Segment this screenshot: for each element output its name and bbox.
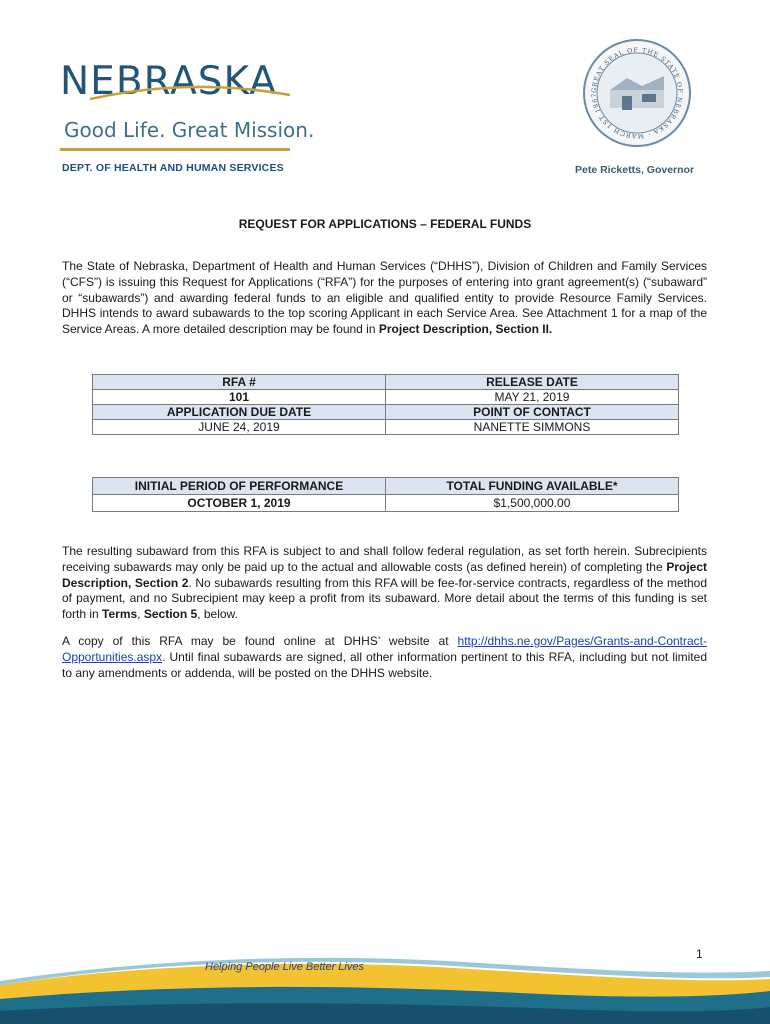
footer-wave-graphic <box>0 955 770 1024</box>
state-seal-icon <box>582 38 692 148</box>
department-name: DEPT. OF HEALTH AND HUMAN SERVICES <box>62 162 284 174</box>
logo-swoosh-icon <box>90 83 290 105</box>
nebraska-logo-text: NEBRASKA <box>60 59 278 104</box>
table-row <box>93 375 679 390</box>
table-row <box>93 478 679 495</box>
page-title: REQUEST FOR APPLICATIONS – FEDERAL FUNDS <box>238 217 532 231</box>
due-date-value: JUNE 24, 2019 <box>93 420 386 435</box>
funding-table <box>92 477 679 512</box>
rfa-info-table <box>92 374 679 435</box>
rfa-number-label: RFA # <box>93 375 386 390</box>
page-number: 1 <box>696 947 703 961</box>
table-row <box>93 495 679 512</box>
performance-period-value: OCTOBER 1, 2019 <box>93 495 386 512</box>
table-row <box>93 390 679 405</box>
dhhs-grants-link[interactable]: http://dhhs.ne.gov/Pages/Grants-and-Contract-Opportunities.aspx <box>62 634 707 664</box>
website-paragraph: A copy of this RFA may be found online at DHHS’ website at http://dhhs.ne.gov/Pages/Grants-and-Contract-Opportunities.aspx. Until final subawards are signed, all other information pertinent to this RFA, including but not limited to any amendments or addenda, will be posted on the DHHS website. <box>62 634 707 680</box>
divider <box>60 148 290 151</box>
performance-period-label: INITIAL PERIOD OF PERFORMANCE <box>93 478 386 495</box>
contact-value: NANETTE SIMMONS <box>386 420 679 435</box>
total-funding-value: $1,500,000.00 <box>386 495 679 512</box>
intro-paragraph: The State of Nebraska, Department of Health and Human Services (“DHHS”), Division of Children and Family Services (“CFS”) is issuing this Request for Applications (“RFA”) for the purposes of entering into grant agreement(s) (“subaward” or “subawards”) and awarding federal funds to an eligible and qualified entity to provide Resource Family Services. DHHS intends to award subawards to the top scoring Applicant in each Service Area. See Attachment 1 for a map of the Service Areas. A more detailed description may be found in Project Description, Section II. <box>62 259 707 337</box>
release-date-value: MAY 21, 2019 <box>386 390 679 405</box>
contact-label: POINT OF CONTACT <box>386 405 679 420</box>
release-date-label: RELEASE DATE <box>386 375 679 390</box>
footer-slogan: Helping People Live Better Lives <box>205 961 364 973</box>
rfa-number-value: 101 <box>93 390 386 405</box>
table-row <box>93 405 679 420</box>
governor-name: Pete Ricketts, Governor <box>575 164 695 176</box>
section-reference: Project Description, Section II. <box>378 322 553 337</box>
tagline: Good Life. Great Mission. <box>64 118 315 142</box>
due-date-label: APPLICATION DUE DATE <box>93 405 386 420</box>
seal-text: GREAT SEAL OF THE STATE OF NEBRASKA · MARCH 1ST 1867 <box>590 46 684 140</box>
table-row <box>93 420 679 435</box>
subaward-paragraph: The resulting subaward from this RFA is subject to and shall follow federal regulation, as set forth herein. Subrecipients receiving subawards may only be paid up to the actual and allowable costs (as defined herein) of completing the Project Description, Section 2. No subawards resulting from this RFA will be fee-for-service contracts, regardless of the method of payment, and no Subrecipient may keep a profit from its subaward. More detail about the terms of this funding is set forth in Terms, Section 5, below. <box>62 544 707 622</box>
total-funding-label: TOTAL FUNDING AVAILABLE* <box>386 478 679 495</box>
